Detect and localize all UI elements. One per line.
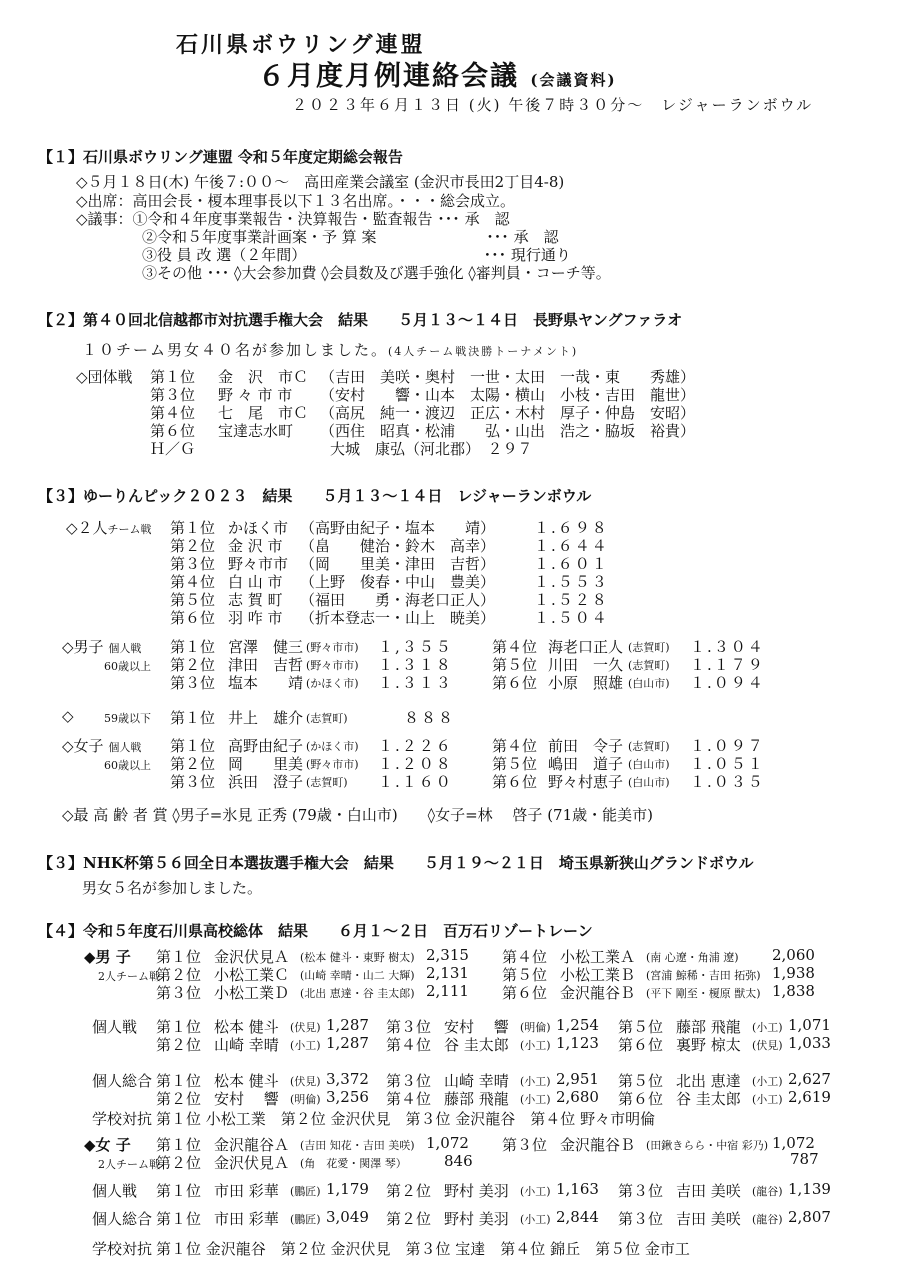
hs-ind-name: 谷 圭太郎 bbox=[444, 1036, 509, 1054]
pair-team: 白 山 市 bbox=[228, 573, 283, 591]
hs-ind-org: (龍谷) bbox=[752, 1185, 783, 1198]
ind-org: (かほく市) bbox=[306, 740, 359, 753]
hs-score: 2,131 bbox=[426, 964, 469, 982]
boys-pair-label: 2人チーム戦 bbox=[98, 970, 160, 983]
team-members: （西住 昭真・松浦 弘・山出 浩之・脇坂 裕貴） bbox=[320, 422, 696, 440]
girls-all-label: 個人総合 bbox=[92, 1210, 153, 1228]
hs-members: (平下 剛至・榎原 獣太) bbox=[646, 987, 761, 1000]
hs-team: 小松工業Ａ bbox=[560, 948, 636, 966]
girls-school-results: 第１位 金沢龍谷 第２位 金沢伏見 第３位 宝達 第４位 錦丘 第５位 金市工 bbox=[156, 1240, 690, 1258]
eldest-award: ◇最 高 齢 者 賞 ◊男子=氷見 正秀 (79歳・白山市) ◊女子=林 啓子 (71歳・能美市) bbox=[62, 806, 653, 824]
sec3b-line: 男女５名が参加しました。 bbox=[82, 879, 263, 897]
ind-score: １.３０４ bbox=[690, 638, 765, 656]
hs-team: 小松工業Ｄ bbox=[214, 984, 290, 1002]
hs-ind-rank: 第３位 bbox=[386, 1072, 432, 1090]
sec3b-heading: 【３】NHK杯第５６回全日本選抜選手権大会 結果 ５月１９～２１日 埼玉県新狭山グランドボウル bbox=[38, 854, 754, 872]
hs-team: 小松工業Ｃ bbox=[214, 966, 290, 984]
hs-rank: 第２位 bbox=[156, 966, 202, 984]
pair-members: （折本登志一・山上 暁美） bbox=[300, 609, 496, 627]
hs-ind-rank: 第１位 bbox=[156, 1018, 202, 1036]
ind-org: (白山市) bbox=[628, 776, 670, 789]
hs-ind-rank: 第２位 bbox=[156, 1036, 202, 1054]
hs-ind-score: 3,049 bbox=[326, 1208, 369, 1226]
boys-ind-label: 個人戦 bbox=[92, 1018, 138, 1036]
pair-label-small: チーム戦 bbox=[107, 523, 152, 536]
hs-rank: 第４位 bbox=[502, 948, 548, 966]
sec2-heading: 【２】第４０回北信越都市対抗選手権大会 結果 ５月１３～１４日 長野県ヤングファラオ bbox=[38, 311, 683, 329]
team-rank: 第６位 bbox=[150, 422, 196, 440]
sec2-intro-note: (4人チーム戦決勝トーナメント) bbox=[388, 345, 579, 358]
hs-ind-score: 1,033 bbox=[788, 1034, 831, 1052]
pair-team: かほく市 bbox=[228, 519, 289, 537]
page-title bbox=[258, 54, 617, 93]
ind-score: １.０９４ bbox=[690, 674, 765, 692]
hs-ind-rank: 第１位 bbox=[156, 1210, 202, 1228]
team-members: （吉田 美咲・奥村 一世・太田 一哉・東 秀雄） bbox=[320, 368, 696, 386]
ind-score: １,３５５ bbox=[378, 638, 453, 656]
hs-ind-score: 1,254 bbox=[556, 1016, 599, 1034]
ind-score: １.２０８ bbox=[378, 755, 453, 773]
hs-ind-org: (小工) bbox=[520, 1093, 551, 1106]
hs-ind-name: 松本 健斗 bbox=[214, 1018, 279, 1036]
hs-ind-org: (鵬匠) bbox=[290, 1213, 321, 1226]
ind-name: 岡 里美 bbox=[228, 755, 304, 773]
hs-ind-org: (明倫) bbox=[520, 1021, 551, 1034]
ind-rank: 第１位 bbox=[170, 638, 216, 656]
hs-score-second: 787 bbox=[790, 1150, 819, 1168]
hs-ind-rank: 第４位 bbox=[386, 1090, 432, 1108]
sec1-line: ◇議事：①令和４年度事業報告・決算報告・監査報告 ･･･ 承 認 bbox=[76, 210, 510, 228]
ind-name: 井上 雄介 bbox=[228, 709, 304, 727]
team-rank: 第３位 bbox=[150, 386, 196, 404]
hs-ind-score: 1,287 bbox=[326, 1016, 369, 1034]
sec1-heading: 【１】石川県ボウリング連盟 令和５年度定期総会報告 bbox=[38, 148, 403, 166]
hs-team: 金沢伏見Ａ bbox=[214, 1154, 290, 1172]
hs-members: (宮浦 鯨稀・吉田 拓弥) bbox=[646, 969, 761, 982]
hs-ind-score: 1,163 bbox=[556, 1180, 599, 1198]
org-title: 石川県ボウリング連盟 bbox=[176, 32, 426, 58]
hs-team: 小松工業Ｂ bbox=[560, 966, 636, 984]
ind-score: １.３１３ bbox=[378, 674, 453, 692]
team-rank: 第１位 bbox=[150, 368, 196, 386]
pair-score: １.６４４ bbox=[534, 537, 609, 555]
ind-score: １.０９７ bbox=[690, 737, 765, 755]
pair-score: １.６０１ bbox=[534, 555, 609, 573]
u59-age: 59歳以下 bbox=[104, 712, 151, 725]
pair-score: １.６９８ bbox=[534, 519, 609, 537]
hs-ind-rank: 第６位 bbox=[618, 1036, 664, 1054]
hs-members: (山崎 幸晴・山二 大輝) bbox=[300, 969, 415, 982]
hs-ind-name: 山崎 幸晴 bbox=[214, 1036, 279, 1054]
ind-name: 高野由紀子 bbox=[228, 737, 304, 755]
hs-members: (角 花愛・関澤 琴） bbox=[300, 1157, 407, 1170]
ind-rank: 第３位 bbox=[170, 674, 216, 692]
women-age: 60歳以上 bbox=[104, 759, 151, 772]
boys-all-label: 個人総合 bbox=[92, 1072, 153, 1090]
pair-score: １.５０４ bbox=[534, 609, 609, 627]
hs-ind-org: (小工) bbox=[752, 1021, 783, 1034]
women-label bbox=[62, 735, 141, 756]
team-name: 金 沢 市Ｃ bbox=[218, 368, 309, 386]
ind-rank: 第１位 bbox=[170, 737, 216, 755]
pair-members: （福田 勇・海老口正人） bbox=[300, 591, 496, 609]
ind-org: (志賀町) bbox=[628, 641, 670, 654]
hs-rank: 第５位 bbox=[502, 966, 548, 984]
hs-ind-score: 2,680 bbox=[556, 1088, 599, 1106]
pair-label-text: ◇２人 bbox=[66, 519, 108, 537]
hs-score: 2,315 bbox=[426, 946, 469, 964]
hs-ind-name: 吉田 美咲 bbox=[676, 1210, 741, 1228]
boys-school-label: 学校対抗 bbox=[92, 1110, 153, 1128]
hs-members: (田鍬きらら・中宿 彩乃) bbox=[646, 1139, 769, 1152]
hs-ind-rank: 第４位 bbox=[386, 1036, 432, 1054]
hs-score: 1,072 bbox=[426, 1134, 469, 1152]
hs-ind-score: 1,139 bbox=[788, 1180, 831, 1198]
hs-ind-rank: 第２位 bbox=[386, 1182, 432, 1200]
hs-ind-rank: 第１位 bbox=[156, 1182, 202, 1200]
hs-ind-org: (伏見) bbox=[290, 1021, 321, 1034]
hs-members: (南 心遼・角浦 遼) bbox=[646, 951, 739, 964]
hs-ind-score: 1,071 bbox=[788, 1016, 831, 1034]
sec1-line: ③役 員 改 選（２年間） ･･･ 現行通り bbox=[142, 246, 571, 264]
pair-rank: 第３位 bbox=[170, 555, 216, 573]
page-title-sub: (会議資料) bbox=[530, 71, 617, 89]
hs-members: (吉田 知花・吉田 美咲) bbox=[300, 1139, 415, 1152]
hs-ind-name: 安村 響 bbox=[444, 1018, 509, 1036]
men-label-text: ◇男子 bbox=[62, 638, 104, 656]
ind-rank: 第１位 bbox=[170, 709, 216, 727]
ind-rank: 第２位 bbox=[170, 755, 216, 773]
ind-name: 小原 照雄 bbox=[548, 674, 624, 692]
hs-members: (北出 恵達・谷 圭太郎) bbox=[300, 987, 415, 1000]
ind-org: (白山市) bbox=[628, 677, 670, 690]
hs-ind-name: 山崎 幸晴 bbox=[444, 1072, 509, 1090]
pair-score: １.５２８ bbox=[534, 591, 609, 609]
ind-name: 宮澤 健三 bbox=[228, 638, 304, 656]
ind-org: (志賀町) bbox=[628, 740, 670, 753]
pair-members: （畠 健治・鈴木 高幸） bbox=[300, 537, 496, 555]
ind-name: 川田 一久 bbox=[548, 656, 624, 674]
ind-rank: 第６位 bbox=[492, 674, 538, 692]
hs-ind-name: 藤部 飛龍 bbox=[444, 1090, 509, 1108]
pair-team: 羽 咋 市 bbox=[228, 609, 283, 627]
girls-label: ◆女 子 bbox=[84, 1136, 131, 1154]
meeting-datetime: ２０２３年６月１３日 (火) 午後７時３０分～ レジャーランボウル bbox=[292, 96, 814, 114]
hs-ind-org: (鵬匠) bbox=[290, 1185, 321, 1198]
boys-school-results: 第１位 小松工業 第２位 金沢伏見 第３位 金沢龍谷 第４位 野々市明倫 bbox=[156, 1110, 656, 1128]
hs-ind-org: (伏見) bbox=[290, 1075, 321, 1088]
hs-ind-name: 安村 響 bbox=[214, 1090, 279, 1108]
hs-score: 1,838 bbox=[772, 982, 815, 1000]
ind-org: (野々市市) bbox=[306, 758, 359, 771]
u59-label: ◇ bbox=[62, 707, 74, 725]
hs-ind-org: (明倫) bbox=[290, 1093, 321, 1106]
sec3-heading: 【３】ゆーりんピック２０２３ 結果 ５月１３～１４日 レジャーランボウル bbox=[38, 487, 592, 505]
hs-ind-name: 市田 彩華 bbox=[214, 1182, 279, 1200]
ind-score: ８８８ bbox=[404, 709, 456, 727]
hs-team: 金沢龍谷Ａ bbox=[214, 1136, 290, 1154]
sec2-intro-text: １０チーム男女４０名が参加しました。 bbox=[82, 341, 389, 359]
team-rank: Ｈ／Ｇ bbox=[150, 440, 196, 458]
hs-ind-org: (小工) bbox=[520, 1213, 551, 1226]
sec2-intro bbox=[82, 339, 578, 360]
pair-members: （高野由紀子・塩本 靖） bbox=[300, 519, 496, 537]
hs-ind-name: 北出 恵達 bbox=[676, 1072, 741, 1090]
team-name: 七 尾 市Ｃ bbox=[218, 404, 309, 422]
team-label: ◇団体戦 bbox=[76, 368, 133, 386]
pair-members: （岡 里美・津田 吉哲） bbox=[300, 555, 496, 573]
ind-name: 浜田 澄子 bbox=[228, 773, 304, 791]
hs-ind-name: 市田 彩華 bbox=[214, 1210, 279, 1228]
pair-label bbox=[66, 517, 152, 538]
page-title-main: ６月度月例連絡会議 bbox=[258, 61, 519, 92]
hs-ind-org: (小工) bbox=[520, 1185, 551, 1198]
hs-rank: 第３位 bbox=[156, 984, 202, 1002]
hs-ind-score: 2,619 bbox=[788, 1088, 831, 1106]
hs-ind-name: 野村 美羽 bbox=[444, 1182, 509, 1200]
boys-label: ◆男 子 bbox=[84, 948, 131, 966]
hs-ind-rank: 第３位 bbox=[618, 1182, 664, 1200]
pair-members: （上野 俊春・中山 豊美） bbox=[300, 573, 496, 591]
hs-rank: 第１位 bbox=[156, 948, 202, 966]
team-rank: 第４位 bbox=[150, 404, 196, 422]
ind-score: １.２２６ bbox=[378, 737, 453, 755]
hs-ind-org: (小工) bbox=[290, 1039, 321, 1052]
sec1-line: ◇出席：高田会長・榎本理事長以下１３名出席。・・・総会成立。 bbox=[76, 192, 516, 210]
ind-org: (志賀町) bbox=[628, 659, 670, 672]
sec1-line: ②令和５年度事業計画案・予 算 案 ･･･ 承 認 bbox=[142, 228, 559, 246]
hs-ind-org: (小工) bbox=[520, 1075, 551, 1088]
sec1-line: ◇５月１８日(木) 午後７:００～ 高田産業会議室 (金沢市長田2丁目4-8) bbox=[76, 173, 565, 191]
pair-team: 志 賀 町 bbox=[228, 591, 283, 609]
ind-rank: 第５位 bbox=[492, 656, 538, 674]
team-members: （安村 響・山本 太陽・横山 小枝・吉田 龍世） bbox=[320, 386, 696, 404]
pair-rank: 第１位 bbox=[170, 519, 216, 537]
ind-rank: 第３位 bbox=[170, 773, 216, 791]
pair-rank: 第６位 bbox=[170, 609, 216, 627]
team-name: 野 々 市 市 bbox=[218, 386, 293, 404]
team-name: 宝達志水町 bbox=[218, 422, 294, 440]
hs-ind-score: 2,844 bbox=[556, 1208, 599, 1226]
hs-ind-rank: 第６位 bbox=[618, 1090, 664, 1108]
pair-rank: 第４位 bbox=[170, 573, 216, 591]
team-members: （高尻 純一・渡辺 正広・木村 厚子・仲島 安昭） bbox=[320, 404, 696, 422]
hs-rank: 第２位 bbox=[156, 1154, 202, 1172]
pair-team: 野々市市 bbox=[228, 555, 289, 573]
ind-org: (志賀町) bbox=[306, 776, 348, 789]
hs-ind-rank: 第５位 bbox=[618, 1018, 664, 1036]
hs-ind-score: 3,256 bbox=[326, 1088, 369, 1106]
hs-rank: 第３位 bbox=[502, 1136, 548, 1154]
hs-ind-rank: 第２位 bbox=[156, 1090, 202, 1108]
pair-score: １.５５３ bbox=[534, 573, 609, 591]
ind-rank: 第５位 bbox=[492, 755, 538, 773]
ind-rank: 第４位 bbox=[492, 638, 538, 656]
girls-school-label: 学校対抗 bbox=[92, 1240, 153, 1258]
hs-ind-name: 吉田 美咲 bbox=[676, 1182, 741, 1200]
hs-team: 金沢龍谷Ｂ bbox=[560, 1136, 636, 1154]
hs-ind-score: 3,372 bbox=[326, 1070, 369, 1088]
ind-name: 野々村恵子 bbox=[548, 773, 624, 791]
high-game: 大城 康弘（河北郡） ２９７ bbox=[330, 440, 533, 458]
hs-score: 846 bbox=[444, 1152, 473, 1170]
women-label-text: ◇女子 bbox=[62, 737, 104, 755]
pair-team: 金 沢 市 bbox=[228, 537, 283, 555]
hs-ind-score: 2,951 bbox=[556, 1070, 599, 1088]
hs-ind-rank: 第３位 bbox=[386, 1018, 432, 1036]
hs-ind-name: 谷 圭太郎 bbox=[676, 1090, 741, 1108]
ind-score: １.１７９ bbox=[690, 656, 765, 674]
ind-org: (かほく市) bbox=[306, 677, 359, 690]
ind-score: １.３１８ bbox=[378, 656, 453, 674]
hs-ind-org: (伏見) bbox=[752, 1039, 783, 1052]
hs-ind-name: 藤部 飛龍 bbox=[676, 1018, 741, 1036]
girls-pair-label: 2人チーム戦 bbox=[98, 1158, 160, 1171]
ind-rank: 第４位 bbox=[492, 737, 538, 755]
men-age: 60歳以上 bbox=[104, 660, 151, 673]
hs-ind-score: 1,123 bbox=[556, 1034, 599, 1052]
pair-rank: 第５位 bbox=[170, 591, 216, 609]
hs-rank: 第６位 bbox=[502, 984, 548, 1002]
men-label bbox=[62, 636, 141, 657]
ind-name: 嶋田 道子 bbox=[548, 755, 624, 773]
girls-ind-label: 個人戦 bbox=[92, 1182, 138, 1200]
hs-score: 2,060 bbox=[772, 946, 815, 964]
ind-name: 塩本 靖 bbox=[228, 674, 304, 692]
men-label-small: 個人戦 bbox=[108, 642, 142, 655]
ind-org: (志賀町) bbox=[306, 712, 348, 725]
ind-org: (野々市市) bbox=[306, 641, 359, 654]
hs-ind-org: (小工) bbox=[752, 1093, 783, 1106]
hs-ind-rank: 第１位 bbox=[156, 1072, 202, 1090]
hs-ind-score: 2,627 bbox=[788, 1070, 831, 1088]
ind-org: (野々市市) bbox=[306, 659, 359, 672]
hs-ind-name: 裏野 椋太 bbox=[676, 1036, 741, 1054]
hs-ind-score: 2,807 bbox=[788, 1208, 831, 1226]
hs-ind-org: (龍谷) bbox=[752, 1213, 783, 1226]
hs-score: 2,111 bbox=[426, 982, 469, 1000]
hs-rank: 第１位 bbox=[156, 1136, 202, 1154]
ind-score: １.０３５ bbox=[690, 773, 765, 791]
hs-team: 金沢龍谷Ｂ bbox=[560, 984, 636, 1002]
ind-name: 海老口正人 bbox=[548, 638, 624, 656]
hs-ind-score: 1,179 bbox=[326, 1180, 369, 1198]
women-label-small: 個人戦 bbox=[108, 741, 142, 754]
hs-members: (松本 健斗・東野 樹太) bbox=[300, 951, 415, 964]
hs-ind-org: (小工) bbox=[752, 1075, 783, 1088]
ind-name: 前田 令子 bbox=[548, 737, 624, 755]
hs-ind-rank: 第３位 bbox=[618, 1210, 664, 1228]
ind-rank: 第２位 bbox=[170, 656, 216, 674]
ind-score: １.１６０ bbox=[378, 773, 453, 791]
ind-name: 津田 吉哲 bbox=[228, 656, 304, 674]
hs-ind-rank: 第５位 bbox=[618, 1072, 664, 1090]
ind-score: １.０５１ bbox=[690, 755, 765, 773]
hs-ind-name: 松本 健斗 bbox=[214, 1072, 279, 1090]
hs-ind-score: 1,287 bbox=[326, 1034, 369, 1052]
pair-rank: 第２位 bbox=[170, 537, 216, 555]
hs-team: 金沢伏見Ａ bbox=[214, 948, 290, 966]
hs-ind-org: (小工) bbox=[520, 1039, 551, 1052]
hs-ind-name: 野村 美羽 bbox=[444, 1210, 509, 1228]
hs-score: 1,938 bbox=[772, 964, 815, 982]
hs-ind-rank: 第２位 bbox=[386, 1210, 432, 1228]
hs-score: 1,072 bbox=[772, 1134, 815, 1152]
ind-rank: 第６位 bbox=[492, 773, 538, 791]
sec4-heading: 【４】令和５年度石川県高校総体 結果 ６月１～２日 百万石リゾートレーン bbox=[38, 922, 593, 940]
sec1-line: ③その他 ･･･ ◊大会参加費 ◊会員数及び選手強化 ◊審判員・コーチ等。 bbox=[142, 264, 611, 282]
ind-org: (白山市) bbox=[628, 758, 670, 771]
